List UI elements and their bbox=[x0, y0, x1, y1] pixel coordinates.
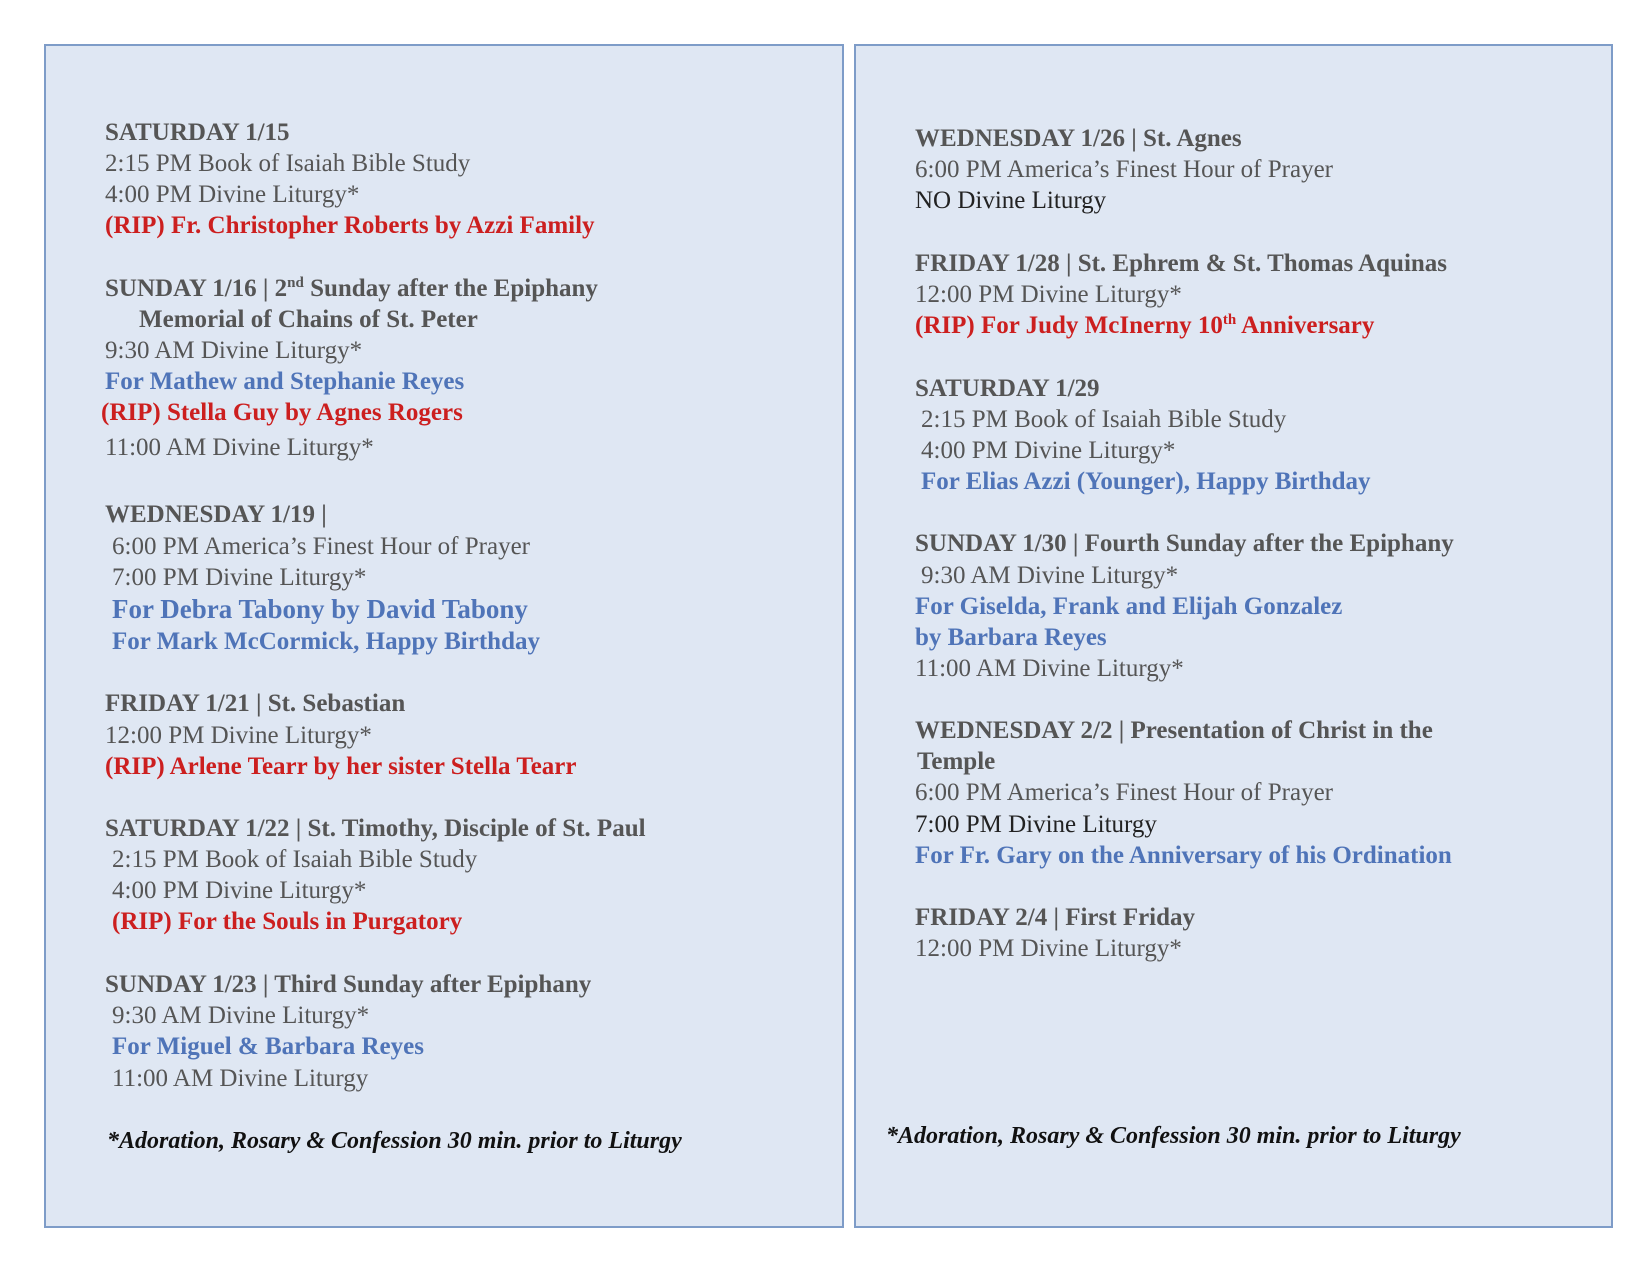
rip-intention: (RIP) Fr. Christopher Roberts by Azzi Family bbox=[105, 212, 595, 239]
day-heading: WEDNESDAY 1/26 | St. Agnes bbox=[915, 125, 1242, 152]
day-heading: SATURDAY 1/22 | St. Timothy, Disciple of St. Paul bbox=[105, 815, 646, 842]
event-line: 6:00 PM America’s Finest Hour of Prayer bbox=[112, 533, 531, 560]
day-heading: SUNDAY 1/23 | Third Sunday after Epiphany bbox=[105, 971, 592, 998]
day-heading: FRIDAY 1/28 | St. Ephrem & St. Thomas Aquinas bbox=[915, 250, 1448, 277]
event-line: 7:00 PM Divine Liturgy bbox=[915, 811, 1157, 838]
day-subheading: Memorial of Chains of St. Peter bbox=[139, 306, 478, 333]
day-heading: SATURDAY 1/29 bbox=[915, 375, 1100, 402]
event-line: 11:00 AM Divine Liturgy bbox=[112, 1065, 369, 1092]
event-line: 2:15 PM Book of Isaiah Bible Study bbox=[105, 150, 471, 177]
mass-intention: by Barbara Reyes bbox=[915, 624, 1107, 651]
day-heading: SATURDAY 1/15 bbox=[105, 119, 290, 146]
event-line: 12:00 PM Divine Liturgy* bbox=[915, 935, 1182, 962]
mass-intention: For Giselda, Frank and Elijah Gonzalez bbox=[915, 593, 1343, 620]
footnote: *Adoration, Rosary & Confession 30 min. prior to Liturgy bbox=[886, 1123, 1461, 1149]
event-line: 4:00 PM Divine Liturgy* bbox=[921, 437, 1176, 464]
mass-intention: For Mathew and Stephanie Reyes bbox=[105, 368, 465, 395]
day-heading: SUNDAY 1/30 | Fourth Sunday after the Epiphany bbox=[915, 530, 1454, 557]
day-heading: WEDNESDAY 1/19 | bbox=[105, 501, 327, 528]
day-heading: FRIDAY 2/4 | First Friday bbox=[915, 904, 1196, 931]
rip-intention: (RIP) For Judy McInerny 10th Anniversary bbox=[915, 312, 1375, 339]
event-line: 6:00 PM America’s Finest Hour of Prayer bbox=[915, 779, 1334, 806]
day-heading: SUNDAY 1/16 | 2nd Sunday after the Epiphany bbox=[105, 275, 598, 302]
event-line: 9:30 AM Divine Liturgy* bbox=[921, 562, 1179, 589]
event-line: 2:15 PM Book of Isaiah Bible Study bbox=[112, 846, 478, 873]
mass-intention: For Elias Azzi (Younger), Happy Birthday bbox=[921, 468, 1371, 495]
event-line: 9:30 AM Divine Liturgy* bbox=[105, 337, 363, 364]
event-line: 12:00 PM Divine Liturgy* bbox=[105, 722, 372, 749]
mass-intention: For Mark McCormick, Happy Birthday bbox=[112, 628, 540, 655]
mass-intention: For Fr. Gary on the Anniversary of his Ordination bbox=[915, 842, 1452, 869]
event-line: 6:00 PM America’s Finest Hour of Prayer bbox=[915, 156, 1334, 183]
event-line: 7:00 PM Divine Liturgy* bbox=[112, 564, 367, 591]
rip-intention: (RIP) For the Souls in Purgatory bbox=[112, 908, 463, 935]
day-subheading: Temple bbox=[917, 748, 996, 775]
day-heading: WEDNESDAY 2/2 | Presentation of Christ in the bbox=[915, 717, 1433, 744]
event-line: 2:15 PM Book of Isaiah Bible Study bbox=[921, 406, 1287, 433]
mass-intention: For Miguel & Barbara Reyes bbox=[112, 1033, 424, 1060]
rip-intention: (RIP) Stella Guy by Agnes Rogers bbox=[101, 399, 463, 426]
footnote: *Adoration, Rosary & Confession 30 min. prior to Liturgy bbox=[107, 1128, 682, 1154]
rip-intention: (RIP) Arlene Tearr by her sister Stella Tearr bbox=[105, 753, 577, 780]
event-line: NO Divine Liturgy bbox=[915, 187, 1107, 214]
event-line: 9:30 AM Divine Liturgy* bbox=[112, 1002, 370, 1029]
event-line: 11:00 AM Divine Liturgy* bbox=[105, 434, 374, 461]
day-heading: FRIDAY 1/21 | St. Sebastian bbox=[105, 690, 406, 717]
mass-intention: For Debra Tabony by David Tabony bbox=[112, 594, 528, 624]
event-line: 4:00 PM Divine Liturgy* bbox=[112, 877, 367, 904]
event-line: 4:00 PM Divine Liturgy* bbox=[105, 181, 360, 208]
event-line: 11:00 AM Divine Liturgy* bbox=[915, 655, 1184, 682]
event-line: 12:00 PM Divine Liturgy* bbox=[915, 281, 1182, 308]
